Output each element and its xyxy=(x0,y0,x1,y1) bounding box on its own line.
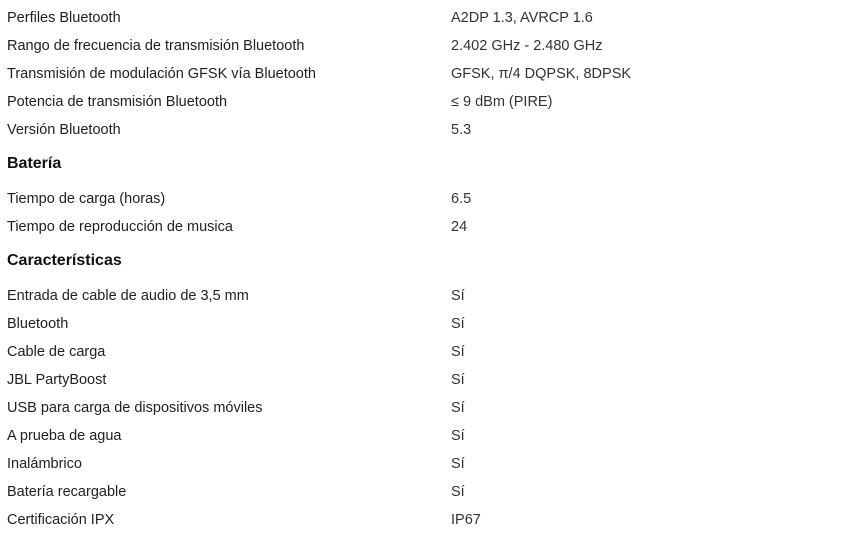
section-heading-caracteristicas: Características xyxy=(7,252,122,269)
spec-row xyxy=(0,338,841,366)
spec-value: IP67 xyxy=(451,512,481,528)
spec-row xyxy=(0,450,841,478)
spec-label: Tiempo de reproducción de musica xyxy=(7,219,233,235)
section-heading-bateria: Batería xyxy=(7,155,62,172)
spec-label: Potencia de transmisión Bluetooth xyxy=(7,94,228,110)
spec-row xyxy=(0,60,841,88)
spec-value: Sí xyxy=(451,484,465,500)
spec-row xyxy=(0,506,841,534)
spec-label: Inalámbrico xyxy=(7,456,82,472)
spec-label: Rango de frecuencia de transmisión Bluetooth xyxy=(7,38,305,54)
spec-value: 2.402 GHz - 2.480 GHz xyxy=(451,38,603,54)
spec-value: 5.3 xyxy=(451,122,472,138)
spec-label: USB para carga de dispositivos móviles xyxy=(7,400,263,416)
spec-value: 24 xyxy=(451,219,468,235)
spec-label: Tiempo de carga (horas) xyxy=(7,191,166,207)
spec-row xyxy=(0,366,841,394)
spec-label: Bluetooth xyxy=(7,316,69,332)
caracteristicas-section xyxy=(0,250,841,534)
spec-label: Entrada de cable de audio de 3,5 mm xyxy=(7,288,249,304)
spec-row xyxy=(0,185,841,213)
spec-label: Perfiles Bluetooth xyxy=(7,10,121,26)
spec-row xyxy=(0,394,841,422)
spec-label: A prueba de agua xyxy=(7,428,122,444)
spec-row xyxy=(0,282,841,310)
spec-value: Sí xyxy=(451,288,465,304)
spec-value: 6.5 xyxy=(451,191,472,207)
spec-value: Sí xyxy=(451,428,465,444)
bateria-section xyxy=(0,153,841,241)
spec-row xyxy=(0,213,841,241)
heading-spacer xyxy=(0,272,841,282)
spec-label: Transmisión de modulación GFSK vía Bluetooth xyxy=(7,66,316,82)
spec-row xyxy=(0,422,841,450)
spec-label: JBL PartyBoost xyxy=(7,372,107,388)
spec-row xyxy=(0,116,841,144)
spec-row xyxy=(0,478,841,506)
spec-label: Batería recargable xyxy=(7,484,127,500)
spec-row xyxy=(0,4,841,32)
spec-label: Versión Bluetooth xyxy=(7,122,121,138)
spec-label: Cable de carga xyxy=(7,344,106,360)
spec-value: Sí xyxy=(451,344,465,360)
spec-row xyxy=(0,32,841,60)
spec-row xyxy=(0,88,841,116)
spec-value: GFSK, π/4 DQPSK, 8DPSK xyxy=(451,66,632,82)
bluetooth-section xyxy=(0,0,841,144)
spec-value: Sí xyxy=(451,372,465,388)
spec-row xyxy=(0,310,841,338)
spec-value: Sí xyxy=(451,316,465,332)
spec-value: ≤ 9 dBm (PIRE) xyxy=(451,94,553,110)
spec-value: A2DP 1.3, AVRCP 1.6 xyxy=(451,10,593,26)
spec-label: Certificación IPX xyxy=(7,512,115,528)
spec-value: Sí xyxy=(451,400,465,416)
heading-spacer xyxy=(0,175,841,185)
spec-value: Sí xyxy=(451,456,465,472)
